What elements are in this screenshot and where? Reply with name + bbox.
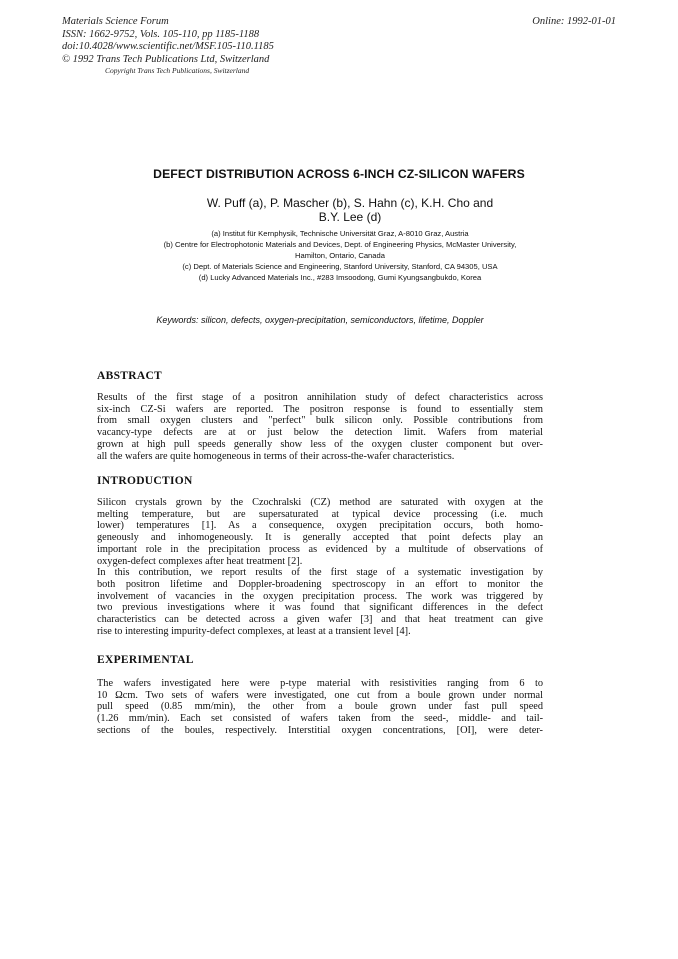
- text-line: important role in the precipitation process as evidenced by a multitude of observations of: [97, 543, 543, 555]
- text-line: oxygen-defect complexes after heat treatment [2].: [97, 555, 303, 567]
- introduction-heading: INTRODUCTION: [97, 475, 193, 487]
- text-line: grown at high pull speeds generally show less of the oxygen cluster component but over-: [97, 438, 543, 450]
- text-line: all the wafers are quite homogeneous in terms of their across-the-wafer characteristics.: [97, 450, 455, 462]
- online-date: Online: 1992-01-01: [532, 16, 616, 27]
- text-line: involvement of vacancies in the oxygen precipitation process. The work was triggered by: [97, 590, 543, 602]
- authors-line-1: W. Puff (a), P. Mascher (b), S. Hahn (c), K.H. Cho and: [206, 196, 494, 210]
- text-line: geneously and inhomogeneously. It is generally accepted that point defects play an: [97, 532, 543, 544]
- text-line: lower) temperatures [1]. As a consequence, oxygen precipitation occurs, both homo-: [97, 520, 543, 532]
- text-line: vacancy-type defects are at or just below the detection limit. Wafers from material: [97, 427, 543, 439]
- text-line: Results of the first stage of a positron annihilation study of defect characteristics across: [97, 392, 543, 403]
- text-line: pull speed (0.85 mm/min), the other from a boule grown under fast pull speed: [97, 701, 543, 713]
- affiliation-line: (d) Lucky Advanced Materials Inc., #283 Imsoodong, Gumi Kyungsangbukdo, Korea: [198, 273, 482, 282]
- text-line: sections of the boules, respectively. Interstitial oxygen concentrations, [OI], were deter-: [97, 724, 543, 736]
- keywords: Keywords: silicon, defects, oxygen-precipitation, semiconductors, lifetime, Doppler: [156, 315, 484, 325]
- text-line: In this contribution, we report results of the first stage of a systematic investigation by: [97, 567, 543, 579]
- copyright-small: Copyright Trans Tech Publications, Switzerland: [105, 66, 250, 75]
- affiliation-line: Hamilton, Ontario, Canada: [295, 251, 385, 260]
- affiliation-line: (a) Institut für Kernphysik, Technische Universität Graz, A-8010 Graz, Austria: [211, 229, 469, 238]
- text-line: from small oxygen clusters and "perfect" bulk silicon only. Possible contributions from: [97, 415, 543, 427]
- text-line: two previous investigations where it was found that significant differences in the defect: [97, 602, 543, 614]
- text-line: 10 Ωcm. Two sets of wafers were investigated, one cut from a boule grown under normal: [97, 689, 543, 701]
- text-line: rise to interesting impurity-defect complexes, at least at a transient level [4].: [97, 625, 411, 637]
- doi-line: doi:10.4028/www.scientific.net/MSF.105-110.1185: [62, 41, 274, 52]
- abstract-heading: ABSTRACT: [97, 370, 163, 382]
- affiliation-line: (b) Centre for Electrophotonic Materials and Devices, Dept. of Engineering Physics, McMaster University,: [163, 240, 517, 249]
- paper-title: DEFECT DISTRIBUTION ACROSS 6-INCH CZ-SILICON WAFERS: [153, 167, 525, 181]
- text-line: The wafers investigated here were p-type material with resistivities ranging from 6 to: [97, 678, 543, 689]
- abstract-section: [97, 370, 543, 462]
- authors-line-2: B.Y. Lee (d): [318, 210, 382, 224]
- affiliations: [80, 228, 600, 283]
- experimental-text: [97, 678, 543, 737]
- text-line: melting temperature, but are supersaturated at typical device processing (i.e. much: [97, 508, 543, 520]
- introduction-paragraph-1: [97, 497, 543, 567]
- issn-line: ISSN: 1662-9752, Vols. 105-110, pp 1185-1188: [62, 28, 260, 40]
- text-line: six-inch CZ-Si wafers are reported. The positron response is found to essentially stem: [97, 403, 543, 415]
- introduction-paragraph-2: [97, 567, 543, 637]
- copyright-line: © 1992 Trans Tech Publications Ltd, Switzerland: [62, 53, 270, 65]
- text-line: characteristics can be detected across a given wafer [3] and that heat treatment can give: [97, 614, 543, 626]
- authors: [150, 196, 550, 224]
- text-line: both positron lifetime and Doppler-broadening spectroscopy in an effort to monitor the: [97, 578, 543, 590]
- affiliation-line: (c) Dept. of Materials Science and Engineering, Stanford University, Stanford, CA 94305, USA: [182, 262, 498, 271]
- experimental-heading: EXPERIMENTAL: [97, 654, 194, 666]
- experimental-section: [97, 654, 543, 737]
- introduction-section: [97, 475, 543, 637]
- journal-header: [62, 16, 274, 76]
- journal-name: Materials Science Forum: [62, 16, 169, 27]
- abstract-text: [97, 392, 543, 462]
- text-line: (1.26 mm/min). Each set consisted of wafers taken from the seed-, middle- and tail-: [97, 713, 543, 725]
- text-line: Silicon crystals grown by the Czochralski (CZ) method are saturated with oxygen at the: [97, 497, 543, 508]
